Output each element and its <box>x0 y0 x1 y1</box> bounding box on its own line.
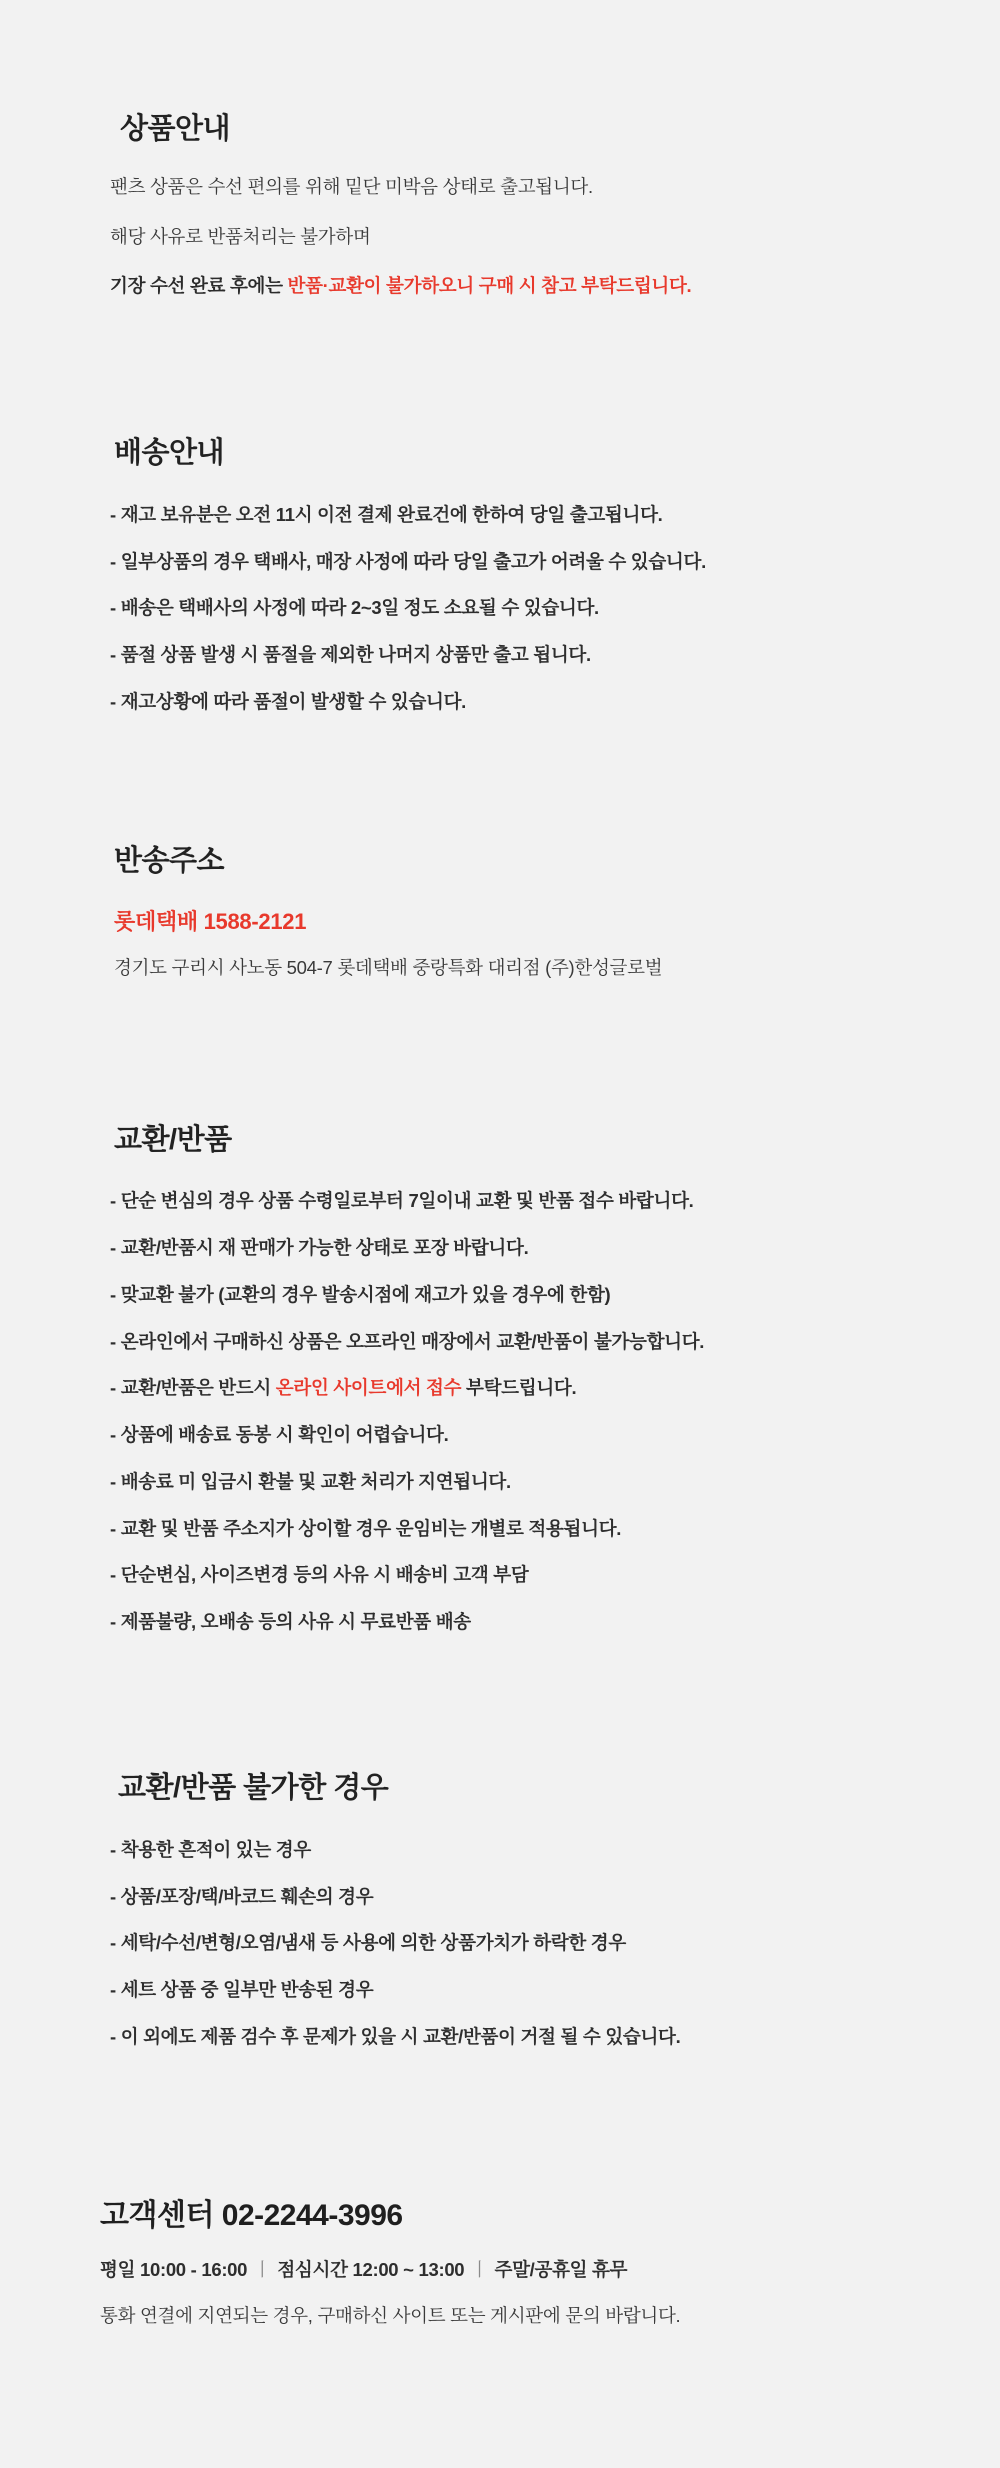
product-info-highlight-prefix: 기장 수선 완료 후에는 <box>110 275 288 297</box>
product-info-line: 팬츠 상품은 수선 편의를 위해 밑단 미박음 상태로 출고됩니다. <box>110 175 593 197</box>
exchange-item-prefix: - 교환/반품은 반드시 <box>110 1377 276 1399</box>
exchange-item: - 맞교환 불가 (교환의 경우 발송시점에 재고가 있을 경우에 한함) <box>110 1283 611 1305</box>
delivery-info-item: - 재고상황에 따라 품절이 발생할 수 있습니다. <box>110 690 467 712</box>
delivery-info-item: - 품절 상품 발생 시 품절을 제외한 나머지 상품만 출고 됩니다. <box>110 644 591 666</box>
non-exchange-item: - 세탁/수선/변형/오염/냄새 등 사용에 의한 상품가치가 하락한 경우 <box>110 1932 626 1954</box>
exchange-item: - 교환/반품시 재 판매가 가능한 상태로 포장 바랍니다. <box>110 1237 529 1259</box>
exchange-item-highlight <box>110 1374 930 1402</box>
product-info-highlight-line <box>110 272 930 300</box>
cs-separator-icon: 丨 <box>253 2259 272 2281</box>
exchange-section <box>0 999 1000 1636</box>
exchange-item: - 단순변심, 사이즈변경 등의 사유 시 배송비 고객 부담 <box>110 1564 529 1586</box>
delivery-info-item: - 재고 보유분은 오전 11시 이전 결제 완료건에 한하여 당일 출고됩니다. <box>110 503 663 525</box>
cs-weekend-hours: 주말/공휴일 휴무 <box>494 2259 628 2281</box>
delivery-info-section <box>0 300 1000 716</box>
delivery-info-title: 배송안내 <box>114 437 225 470</box>
non-exchange-item: - 세트 상품 중 일부만 반송된 경우 <box>110 1979 374 2001</box>
exchange-title: 교환/반품 <box>114 1123 232 1156</box>
cs-weekday-hours: 평일 10:00 - 16:00 <box>100 2259 248 2281</box>
exchange-item-highlight-text: 온라인 사이트에서 접수 <box>275 1377 462 1399</box>
customer-center-section <box>0 2070 1000 2329</box>
exchange-item: - 제품불량, 오배송 등의 사유 시 무료반품 배송 <box>110 1611 471 1633</box>
non-exchange-section <box>0 1655 1000 2051</box>
cs-lunch-hours: 점심시간 12:00 ~ 13:00 <box>277 2259 465 2281</box>
non-exchange-item: - 이 외에도 제품 검수 후 문제가 있을 시 교환/반품이 거절 될 수 있습니다. <box>110 2025 681 2047</box>
product-info-line: 해당 사유로 반품처리는 불가하며 <box>110 225 371 247</box>
delivery-info-item: - 배송은 택배사의 사정에 따라 2~3일 정도 소요될 수 있습니다. <box>110 597 599 619</box>
product-info-section <box>0 0 1000 300</box>
delivery-info-item: - 일부상품의 경우 택배사, 매장 사정에 따라 당일 출고가 어려울 수 있습니다. <box>110 550 706 572</box>
exchange-item: - 온라인에서 구매하신 상품은 오프라인 매장에서 교환/반품이 불가능합니다. <box>110 1330 705 1352</box>
return-courier-phone: 롯데택배 1588-2121 <box>114 908 307 934</box>
product-info-highlight-text: 반품·교환이 불가하오니 구매 시 참고 부탁드립니다. <box>287 275 692 297</box>
exchange-item: - 단순 변심의 경우 상품 수령일로부터 7일이내 교환 및 반품 접수 바랍니다. <box>110 1190 694 1212</box>
cs-separator-icon: 丨 <box>470 2259 489 2281</box>
non-exchange-item: - 착용한 흔적이 있는 경우 <box>110 1838 311 1860</box>
exchange-item: - 교환 및 반품 주소지가 상이할 경우 운임비는 개별로 적용됩니다. <box>110 1517 622 1539</box>
return-address-section <box>0 735 1000 980</box>
customer-center-note: 통화 연결에 지연되는 경우, 구매하신 사이트 또는 게시판에 문의 바랍니다. <box>100 2305 681 2327</box>
return-address-text: 경기도 구리시 사노동 504-7 롯데택배 중랑특화 대리점 (주)한성글로벌 <box>114 957 663 979</box>
non-exchange-item: - 상품/포장/택/바코드 훼손의 경우 <box>110 1885 374 1907</box>
non-exchange-title: 교환/반품 불가한 경우 <box>118 1772 389 1804</box>
exchange-item-suffix: 부탁드립니다. <box>461 1377 577 1399</box>
customer-center-hours <box>100 2256 930 2282</box>
product-info-title: 상품안내 <box>120 113 231 146</box>
exchange-item: - 배송료 미 입금시 환불 및 교환 처리가 지연됩니다. <box>110 1470 511 1492</box>
exchange-item: - 상품에 배송료 동봉 시 확인이 어렵습니다. <box>110 1424 449 1446</box>
customer-center-title: 고객센터 02-2244-3996 <box>100 2199 403 2233</box>
return-address-title: 반송주소 <box>114 844 225 877</box>
